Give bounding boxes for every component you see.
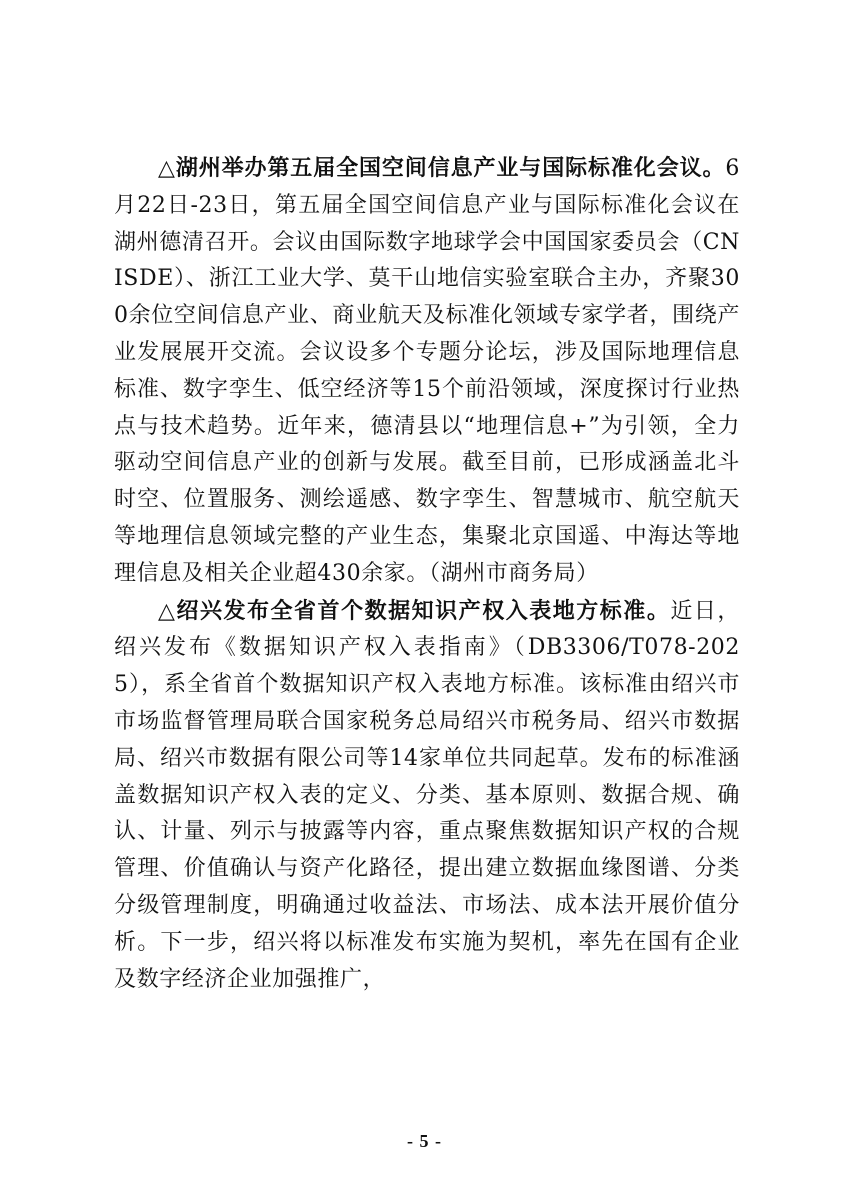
article-huzhou-headline: △湖州举办第五届全国空间信息产业与国际标准化会议。 — [158, 155, 726, 181]
article-huzhou-text: 6月22日-23日，第五届全国空间信息产业与国际标准化会议在湖州德清召开。会议由国际数字地球学会中国国家委员会（CNISDE）、浙江工业大学、莫干山地信实验室联合主办，齐聚300余位空间信息产业、商业航天及标准化领域专家学者，围绕产业发展展开交流。会议设多个专题分论坛，涉及国际地理信息标准、数字孪生、低空经济等15个前沿领域，深度探讨行业热点与技术趋势。近年来，德清县以“地理信息+”为引领，全力驱动空间信息产业的创新与发展。截至目前，已形成涵盖北斗时空、位置服务、测绘遥感、数字孪生、智慧城市、航空航天等地理信息领域完整的产业生态，集聚北京国遥、中海达等地理信息及相关企业超430余家。（湖州市商务局） — [114, 156, 740, 586]
article-shaoxing-text: 近日，绍兴发布《数据知识产权入表指南》（DB3306/T078-2025），系全省首个数据知识产权入表地方标准。该标准由绍兴市市场监督管理局联合国家税务总局绍兴市税务局、绍兴市数据局、绍兴市数据有限公司等14家单位共同起草。发布的标准涵盖数据知识产权入表的定义、分类、基本原则、数据合规、确认、计量、列示与披露等内容，重点聚焦数据知识产权的合规管理、价值确认与资产化路径，提出建立数据血缘图谱、分类分级管理制度，明确通过收益法、市场法、成本法开展价值分析。下一步，绍兴将以标准发布实施为契机，率先在国有企业及数字经济企业加强推广， — [114, 598, 740, 992]
article-shaoxing-headline: △绍兴发布全省首个数据知识产权入表地方标准。 — [158, 597, 671, 624]
document-body — [114, 150, 740, 998]
article-shaoxing — [114, 593, 740, 999]
page-number: - 5 - — [407, 1131, 442, 1151]
article-huzhou — [114, 150, 740, 593]
